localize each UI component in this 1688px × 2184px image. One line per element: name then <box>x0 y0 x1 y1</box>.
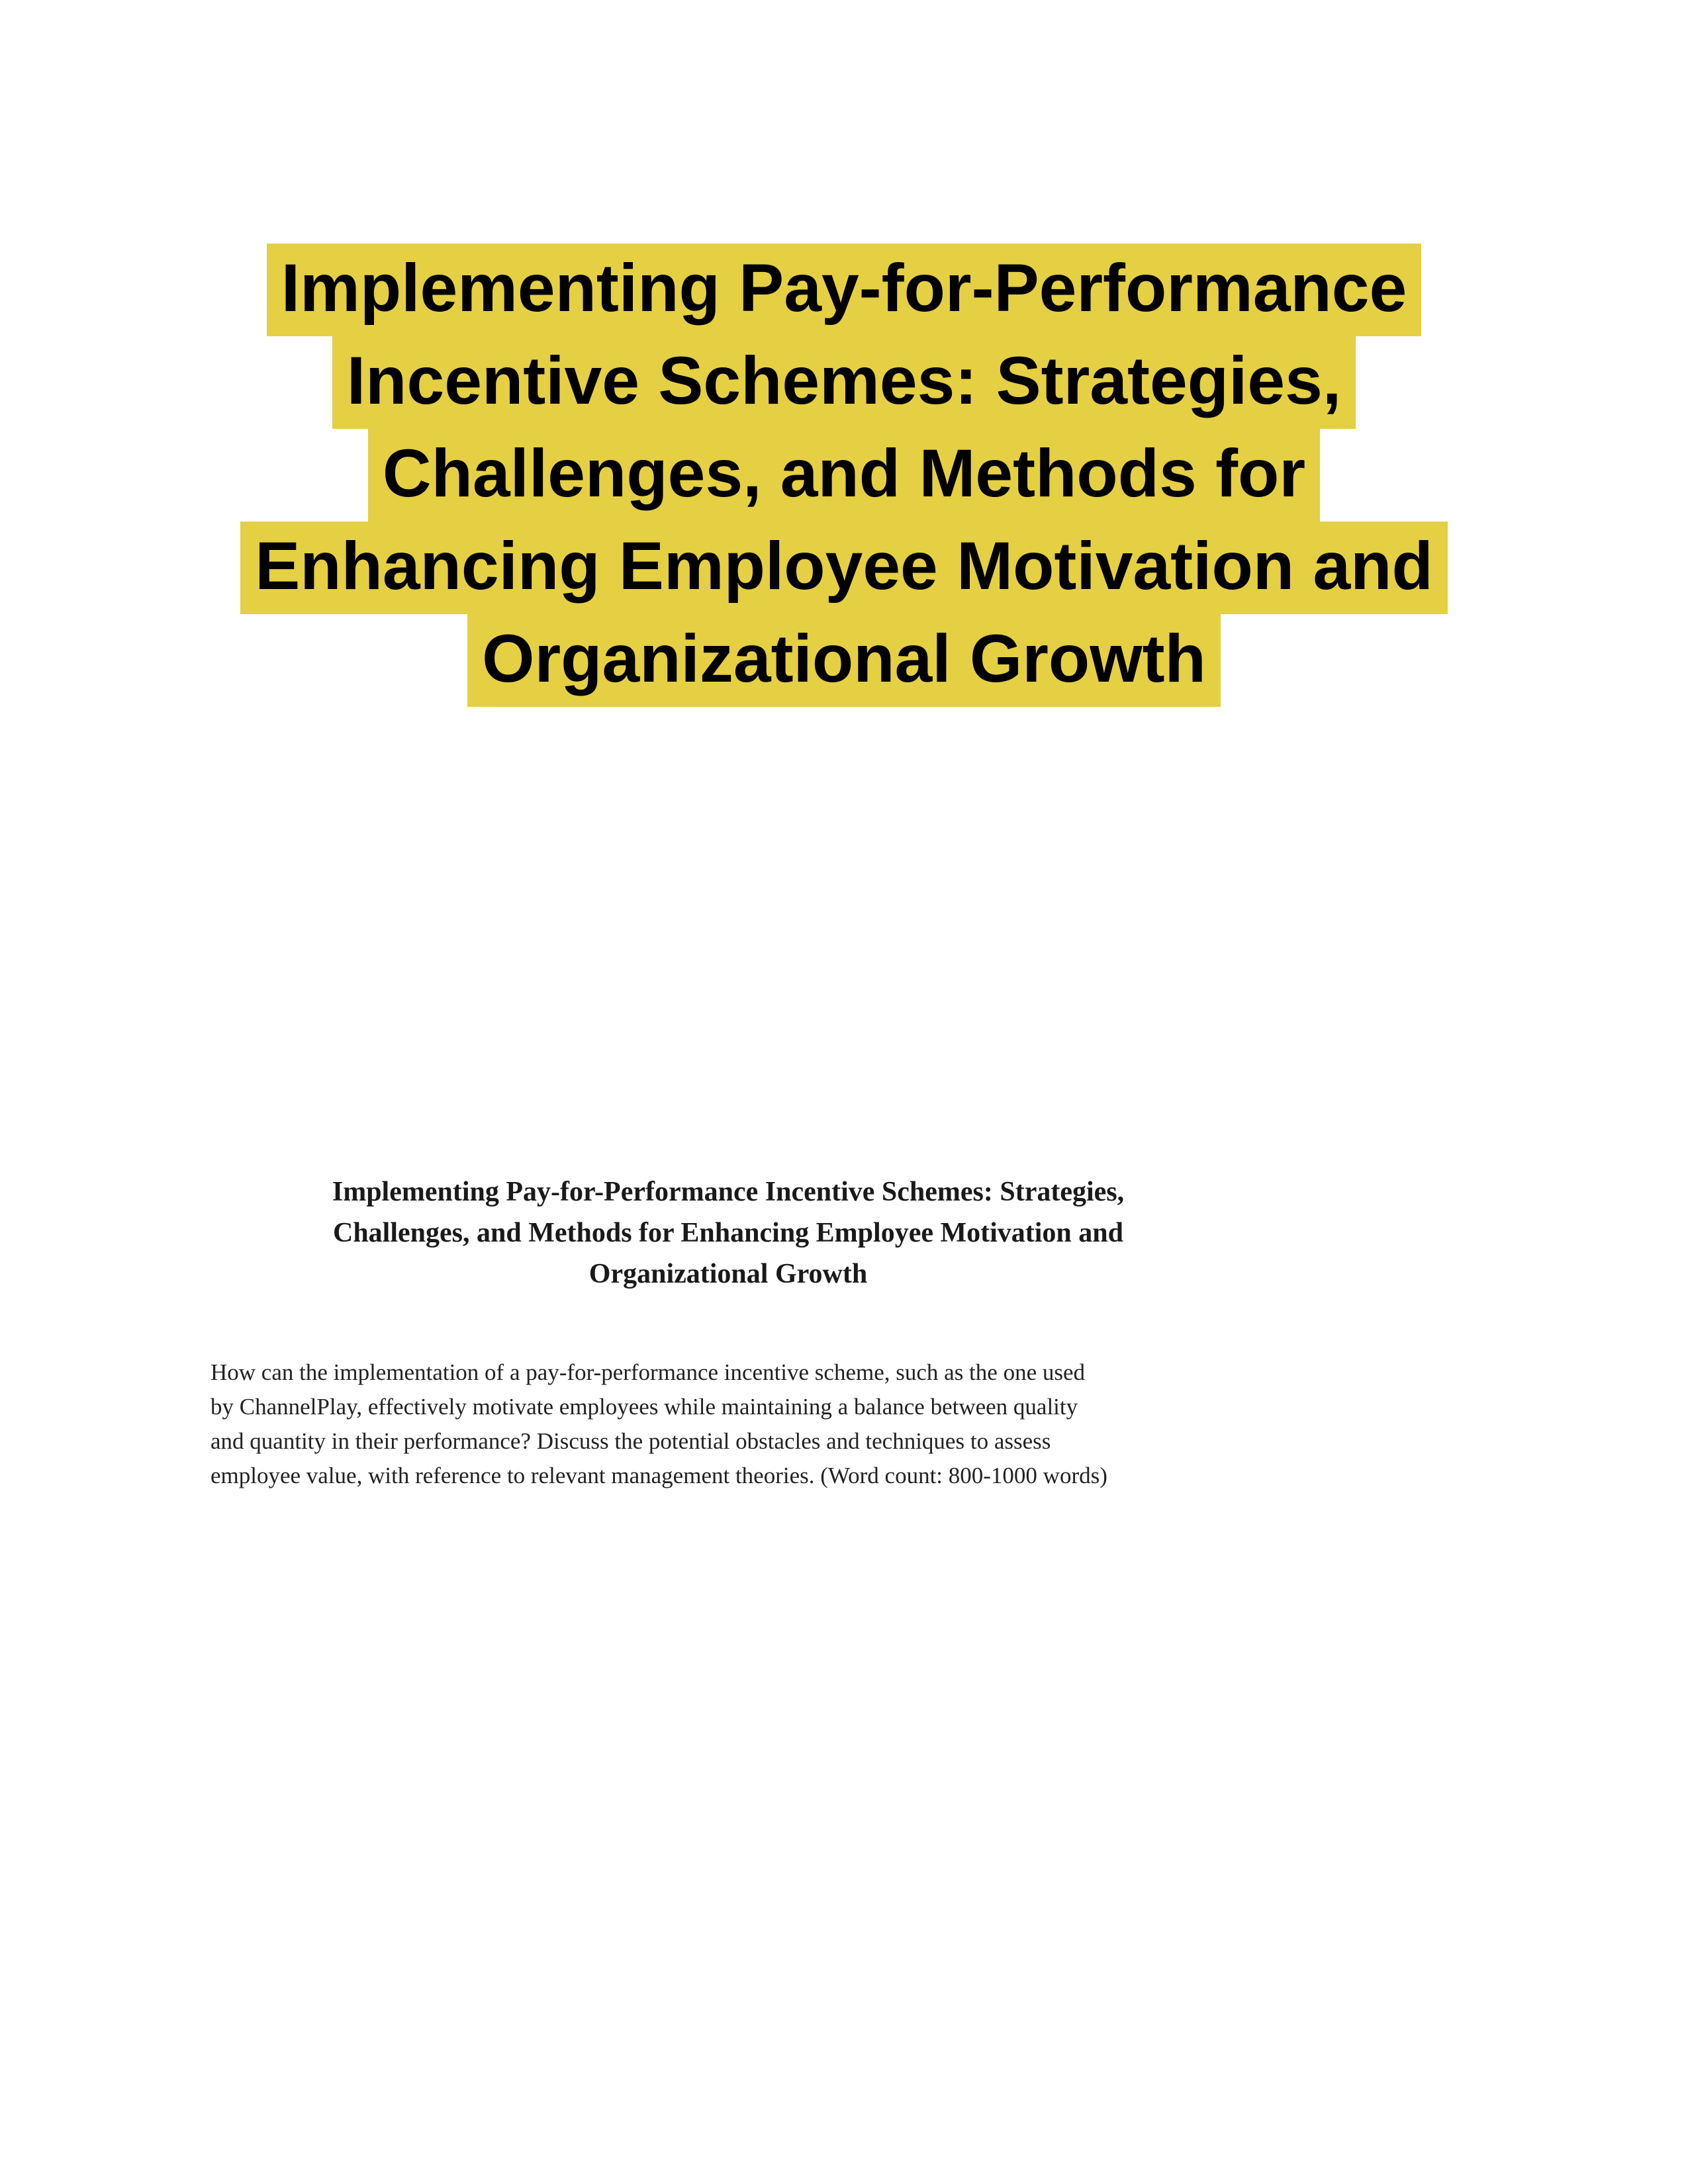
preview-title-line: Implementing Pay-for-Performance Incentive Schemes: Strategies, <box>332 1177 1125 1207</box>
embedded-document-preview <box>199 1171 1258 1493</box>
essay-question-line: employee value, with reference to relevant management theories. (Word count: 800-1000 words) <box>211 1463 1107 1488</box>
cover-title-line <box>172 612 1516 705</box>
highlighted-text: Incentive Schemes: Strategies, <box>332 336 1356 429</box>
essay-question-line: How can the implementation of a pay-for-performance incentive scheme, such as the one used <box>211 1359 1086 1385</box>
preview-title-line: Organizational Growth <box>588 1259 868 1289</box>
highlighted-text: Implementing Pay-for-Performance <box>267 244 1421 336</box>
cover-title-line <box>172 242 1516 334</box>
cover-title-line <box>172 427 1516 520</box>
preview-title <box>245 1171 1211 1295</box>
highlighted-text: Organizational Growth <box>467 614 1221 707</box>
highlighted-text: Enhancing Employee Motivation and <box>240 522 1448 614</box>
cover-title-line <box>172 520 1516 612</box>
essay-question-line: and quantity in their performance? Discuss the potential obstacles and techniques to assess <box>211 1428 1051 1454</box>
highlighted-text: Challenges, and Methods for <box>368 429 1320 522</box>
cover-title <box>172 242 1516 705</box>
preview-title-line: Challenges, and Methods for Enhancing Employee Motivation and <box>332 1218 1124 1248</box>
essay-question-line: by ChannelPlay, effectively motivate employees while maintaining a balance between quality <box>211 1394 1078 1420</box>
essay-question <box>211 1355 1258 1493</box>
cover-title-line <box>172 334 1516 427</box>
